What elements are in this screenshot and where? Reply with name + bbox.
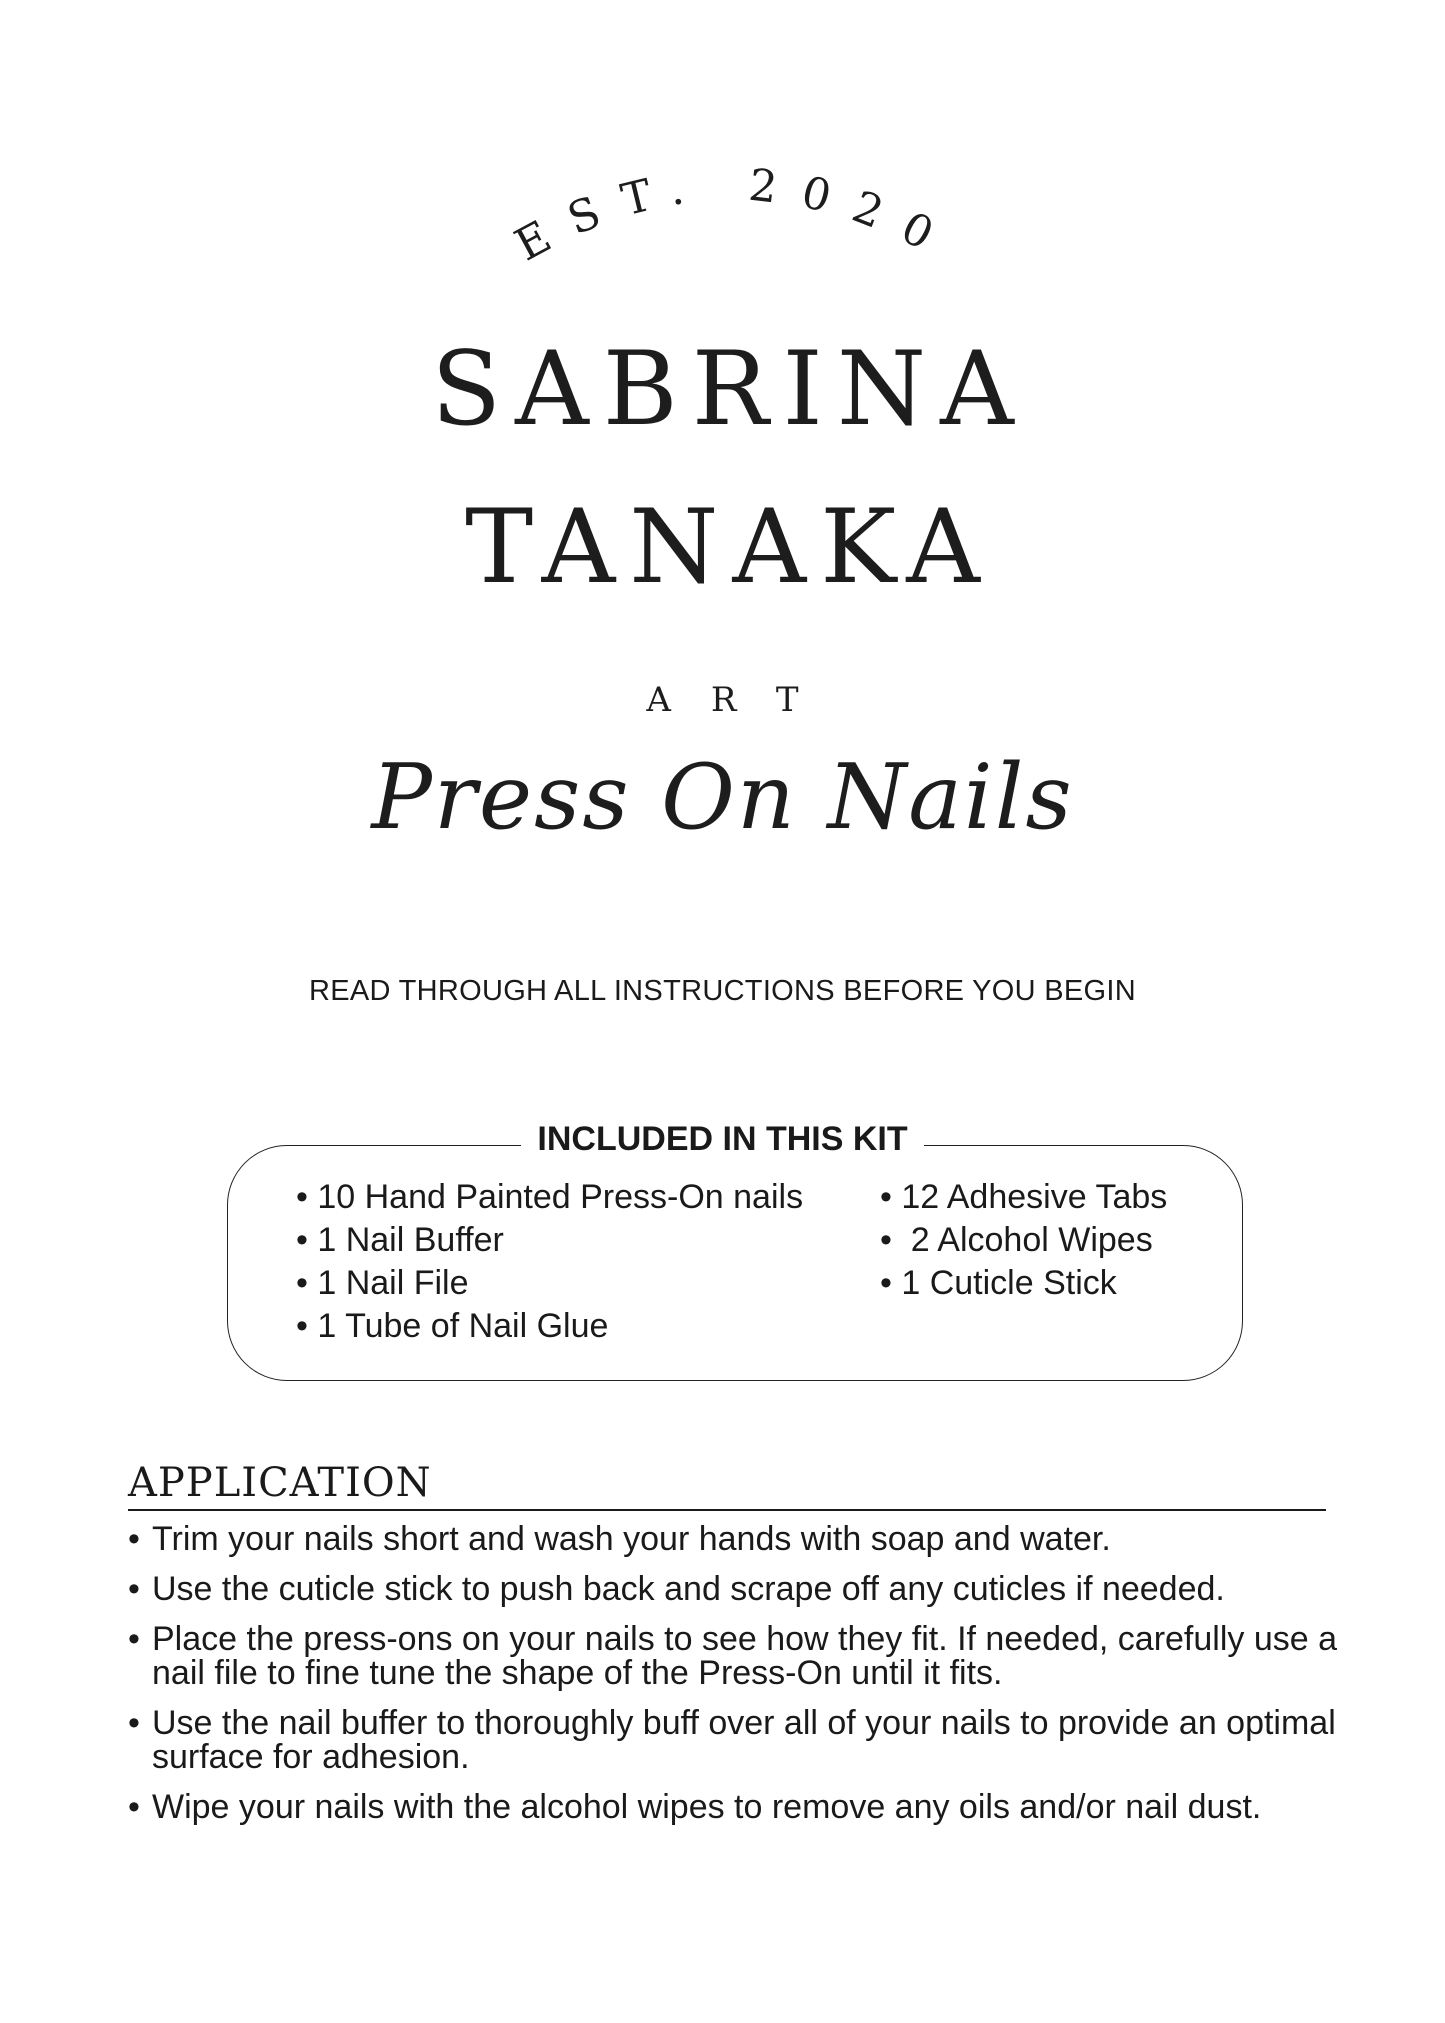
kit-item: • 1 Nail File <box>296 1262 803 1305</box>
application-heading: APPLICATION <box>128 1457 1326 1511</box>
kit-list-right <box>880 1176 1167 1305</box>
kit-item: • 2 Alcohol Wipes <box>880 1219 1167 1262</box>
kit-list-left <box>296 1176 803 1348</box>
application-step: • Trim your nails short and wash your hands with soap and water. <box>128 1522 1338 1556</box>
kit-item: • 10 Hand Painted Press-On nails <box>296 1176 803 1219</box>
kit-item: • 1 Tube of Nail Glue <box>296 1305 803 1348</box>
kit-item: • 12 Adhesive Tabs <box>880 1176 1167 1219</box>
svg-text:EST. 2020 <box>507 160 963 272</box>
application-step: • Place the press-ons on your nails to see how they fit. If needed, carefully use a nail file to fine tune the shape of the Press-On until it fits. <box>128 1622 1338 1690</box>
kit-item: • 1 Nail Buffer <box>296 1219 803 1262</box>
brand-first-name: SABRINA <box>431 330 1028 449</box>
brand-last-name: TANAKA <box>465 488 994 607</box>
est-arc <box>0 150 1445 300</box>
application-step: • Use the nail buffer to thoroughly buff over all of your nails to provide an optimal surface for adhesion. <box>128 1706 1338 1774</box>
kit-item: • 1 Cuticle Stick <box>880 1262 1167 1305</box>
application-steps <box>128 1522 1338 1840</box>
kit-title: INCLUDED IN THIS KIT <box>0 1120 1445 1159</box>
application-step: • Wipe your nails with the alcohol wipes to remove any oils and/or nail dust. <box>128 1790 1338 1824</box>
application-step: • Use the cuticle stick to push back and scrape off any cuticles if needed. <box>128 1572 1338 1606</box>
instructions-notice: READ THROUGH ALL INSTRUCTIONS BEFORE YOU BEGIN <box>308 975 1137 1007</box>
est-text: EST. 2020 <box>506 159 963 272</box>
brand-tagline: ART <box>646 680 839 720</box>
script-subtitle: Press On Nails <box>371 745 1074 850</box>
